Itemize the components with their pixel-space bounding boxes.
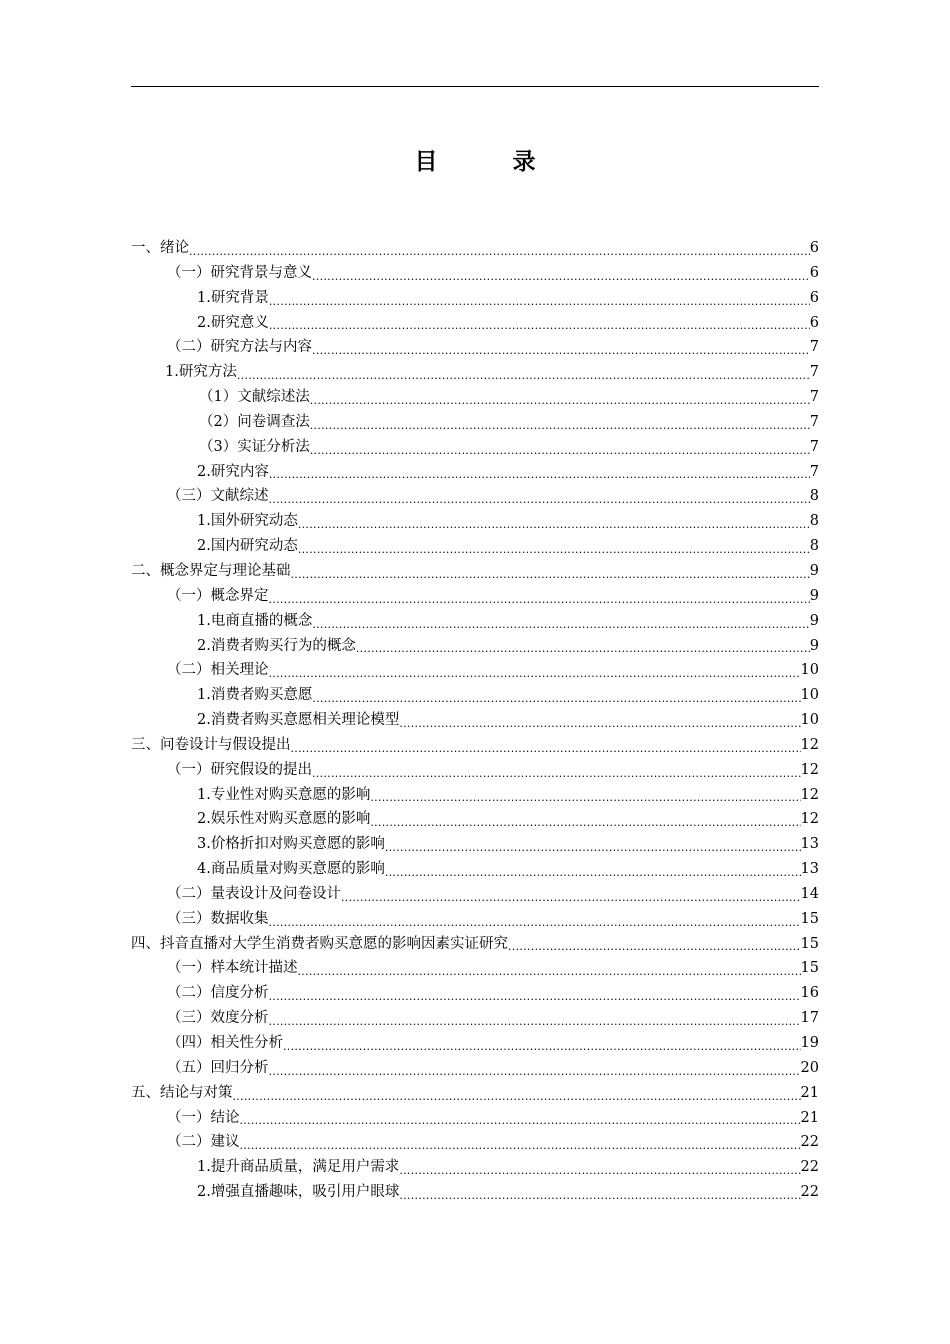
toc-entry-text: 2.消费者购买意愿相关理论模型 <box>197 712 400 729</box>
toc-dot-leader <box>370 807 800 832</box>
toc-entry-page-number: 7 <box>809 339 819 356</box>
toc-entry-page-number: 17 <box>800 1010 819 1027</box>
toc-entry-text: 1.专业性对购买意愿的影响 <box>197 786 371 803</box>
toc-entry-page-number: 10 <box>800 687 819 704</box>
toc-entry-text: （一）研究假设的提出 <box>167 761 312 778</box>
toc-entry[interactable] <box>131 807 819 832</box>
toc-entry[interactable] <box>131 907 819 932</box>
toc-entry-page-number: 7 <box>809 463 819 480</box>
toc-entry[interactable] <box>131 1180 819 1205</box>
toc-dot-leader <box>310 435 810 460</box>
toc-entry-text: 1.研究背景 <box>197 289 269 306</box>
toc-dot-leader <box>310 385 810 410</box>
toc-dot-leader <box>269 907 801 932</box>
toc-entry[interactable] <box>131 1130 819 1155</box>
toc-dot-leader <box>240 1106 801 1131</box>
toc-entry[interactable] <box>131 584 819 609</box>
toc-entry-text: （五）回归分析 <box>167 1059 269 1076</box>
toc-entry-page-number: 8 <box>809 538 819 555</box>
toc-entry[interactable] <box>131 484 819 509</box>
toc-entry-text: （三）数据收集 <box>167 910 269 927</box>
toc-dot-leader <box>233 1081 801 1106</box>
toc-entry[interactable] <box>131 559 819 584</box>
toc-entry-text: 3.价格折扣对购买意愿的影响 <box>197 836 385 853</box>
toc-entry-text: 1.提升商品质量，满足用户需求 <box>197 1159 400 1176</box>
toc-entry-text: （一）结论 <box>167 1109 240 1126</box>
toc-entry-text: （三）文献综述 <box>167 488 269 505</box>
toc-entry-page-number: 9 <box>809 637 819 654</box>
toc-entry-text: （二）研究方法与内容 <box>167 339 312 356</box>
toc-entry[interactable] <box>131 981 819 1006</box>
toc-entry[interactable] <box>131 286 819 311</box>
toc-entry-page-number: 6 <box>809 314 819 331</box>
toc-entry-page-number: 15 <box>800 935 819 952</box>
toc-dot-leader <box>189 236 810 261</box>
toc-entry[interactable] <box>131 1106 819 1131</box>
toc-entry-text: 2.研究意义 <box>197 314 269 331</box>
toc-entry-page-number: 13 <box>800 861 819 878</box>
toc-entry-page-number: 7 <box>809 364 819 381</box>
toc-entry-page-number: 12 <box>800 761 819 778</box>
toc-dot-leader <box>291 733 801 758</box>
toc-entry[interactable] <box>131 534 819 559</box>
toc-dot-leader <box>370 783 800 808</box>
table-of-contents <box>131 236 819 1205</box>
toc-entry-page-number: 15 <box>800 960 819 977</box>
toc-dot-leader <box>283 1031 801 1056</box>
toc-entry-text: 1.电商直播的概念 <box>197 612 313 629</box>
toc-entry[interactable] <box>131 261 819 286</box>
toc-entry-text: 1.国外研究动态 <box>197 513 298 530</box>
toc-entry-text: （二）相关理论 <box>167 662 269 679</box>
toc-dot-leader <box>312 609 809 634</box>
toc-dot-leader <box>356 634 810 659</box>
toc-dot-leader <box>291 559 810 584</box>
toc-entry-text: 一、绪论 <box>131 240 189 256</box>
toc-entry[interactable] <box>131 609 819 634</box>
toc-entry[interactable] <box>131 758 819 783</box>
toc-entry-text: （二）信度分析 <box>167 985 269 1002</box>
toc-entry-text: （四）相关性分析 <box>167 1035 283 1051</box>
toc-entry-page-number: 6 <box>809 240 819 256</box>
toc-entry[interactable] <box>131 236 819 261</box>
toc-entry-page-number: 9 <box>809 612 819 629</box>
toc-entry-page-number: 22 <box>800 1159 819 1176</box>
toc-dot-leader <box>298 534 810 559</box>
toc-entry-text: 1.研究方法 <box>165 364 237 381</box>
toc-dot-leader <box>269 981 801 1006</box>
toc-entry[interactable] <box>131 1056 819 1081</box>
toc-entry-page-number: 7 <box>809 413 819 430</box>
toc-dot-leader <box>269 1006 801 1031</box>
toc-entry-page-number: 12 <box>800 786 819 803</box>
toc-entry[interactable] <box>131 1081 819 1106</box>
toc-entry[interactable] <box>131 683 819 708</box>
toc-dot-leader <box>269 286 810 311</box>
toc-entry-text: 2.娱乐性对购买意愿的影响 <box>197 811 371 828</box>
toc-entry[interactable] <box>131 460 819 485</box>
toc-entry[interactable] <box>131 1155 819 1180</box>
toc-dot-leader <box>269 460 810 485</box>
toc-entry[interactable] <box>131 435 819 460</box>
toc-entry-text: 三、问卷设计与假设提出 <box>131 736 291 753</box>
toc-entry[interactable] <box>131 634 819 659</box>
toc-entry-page-number: 6 <box>809 289 819 306</box>
toc-dot-leader <box>298 956 801 981</box>
toc-entry[interactable] <box>131 832 819 857</box>
toc-entry[interactable] <box>131 733 819 758</box>
toc-entry-text: （一）概念界定 <box>167 587 269 604</box>
toc-entry-page-number: 19 <box>800 1035 819 1051</box>
toc-entry-page-number: 22 <box>800 1134 819 1151</box>
toc-entry-text: （1）文献综述法 <box>199 389 310 406</box>
toc-entry-page-number: 10 <box>800 712 819 729</box>
toc-entry[interactable] <box>131 932 819 957</box>
toc-entry-page-number: 13 <box>800 836 819 853</box>
toc-entry[interactable] <box>131 882 819 907</box>
toc-entry[interactable] <box>131 857 819 882</box>
toc-dot-leader <box>240 1130 801 1155</box>
toc-entry-text: （2）问卷调查法 <box>199 413 310 430</box>
toc-dot-leader <box>312 261 810 286</box>
toc-entry-text: （三）效度分析 <box>167 1010 269 1027</box>
toc-dot-leader <box>298 509 810 534</box>
toc-entry-text: （一）研究背景与意义 <box>167 264 312 281</box>
toc-entry-text: （3）实证分析法 <box>199 438 310 455</box>
toc-entry[interactable] <box>131 335 819 360</box>
toc-dot-leader <box>312 758 801 783</box>
toc-dot-leader <box>508 932 801 957</box>
toc-entry-text: （一）样本统计描述 <box>167 960 298 977</box>
toc-dot-leader <box>399 1180 800 1205</box>
toc-entry[interactable] <box>131 385 819 410</box>
toc-entry-text: 1.消费者购买意愿 <box>197 687 313 704</box>
toc-entry-text: 4.商品质量对购买意愿的影响 <box>197 861 385 878</box>
toc-entry[interactable] <box>131 509 819 534</box>
toc-dot-leader <box>237 360 810 385</box>
toc-entry[interactable] <box>131 311 819 336</box>
toc-dot-leader <box>269 658 801 683</box>
toc-entry-page-number: 12 <box>800 811 819 828</box>
toc-entry-page-number: 8 <box>809 513 819 530</box>
toc-entry-text: 2.消费者购买行为的概念 <box>197 637 356 654</box>
toc-dot-leader <box>269 584 810 609</box>
toc-entry[interactable] <box>131 1031 819 1056</box>
toc-entry-page-number: 7 <box>809 389 819 406</box>
toc-entry-page-number: 21 <box>800 1109 819 1126</box>
toc-dot-leader <box>269 1056 801 1081</box>
toc-entry[interactable] <box>131 360 819 385</box>
toc-dot-leader <box>399 708 800 733</box>
toc-entry-page-number: 21 <box>800 1084 819 1101</box>
toc-entry-text: 四、抖音直播对大学生消费者购买意愿的影响因素实证研究 <box>131 935 508 952</box>
toc-entry-text: 二、概念界定与理论基础 <box>131 562 291 579</box>
toc-entry-page-number: 22 <box>800 1184 819 1201</box>
toc-entry-text: 2.研究内容 <box>197 463 269 480</box>
toc-dot-leader <box>269 484 810 509</box>
toc-entry-page-number: 9 <box>809 562 819 579</box>
toc-entry[interactable] <box>131 658 819 683</box>
toc-dot-leader <box>385 832 801 857</box>
toc-dot-leader <box>269 311 810 336</box>
header-rule <box>131 86 819 87</box>
toc-entry-page-number: 9 <box>809 587 819 604</box>
toc-dot-leader <box>399 1155 800 1180</box>
toc-entry-page-number: 8 <box>809 488 819 505</box>
toc-entry-page-number: 20 <box>800 1059 819 1076</box>
toc-entry-page-number: 15 <box>800 910 819 927</box>
toc-dot-leader <box>385 857 801 882</box>
toc-entry[interactable] <box>131 783 819 808</box>
toc-entry-text: （二）建议 <box>167 1134 240 1151</box>
toc-entry[interactable] <box>131 708 819 733</box>
toc-entry-text: （二）量表设计及问卷设计 <box>167 885 341 902</box>
toc-dot-leader <box>310 410 810 435</box>
toc-entry-page-number: 16 <box>800 985 819 1002</box>
toc-entry[interactable] <box>131 410 819 435</box>
toc-entry-page-number: 10 <box>800 662 819 679</box>
toc-entry-text: 五、结论与对策 <box>131 1084 233 1101</box>
toc-entry-page-number: 14 <box>800 885 819 902</box>
toc-entry[interactable] <box>131 1006 819 1031</box>
toc-dot-leader <box>312 335 810 360</box>
toc-entry-text: 2.增强直播趣味，吸引用户眼球 <box>197 1184 400 1201</box>
toc-dot-leader <box>312 683 800 708</box>
toc-dot-leader <box>341 882 801 907</box>
toc-title: 目 录 <box>414 148 562 175</box>
toc-entry-page-number: 12 <box>800 736 819 753</box>
toc-entry-page-number: 6 <box>809 264 819 281</box>
toc-entry[interactable] <box>131 956 819 981</box>
toc-entry-text: 2.国内研究动态 <box>197 538 298 555</box>
toc-entry-page-number: 7 <box>809 438 819 455</box>
